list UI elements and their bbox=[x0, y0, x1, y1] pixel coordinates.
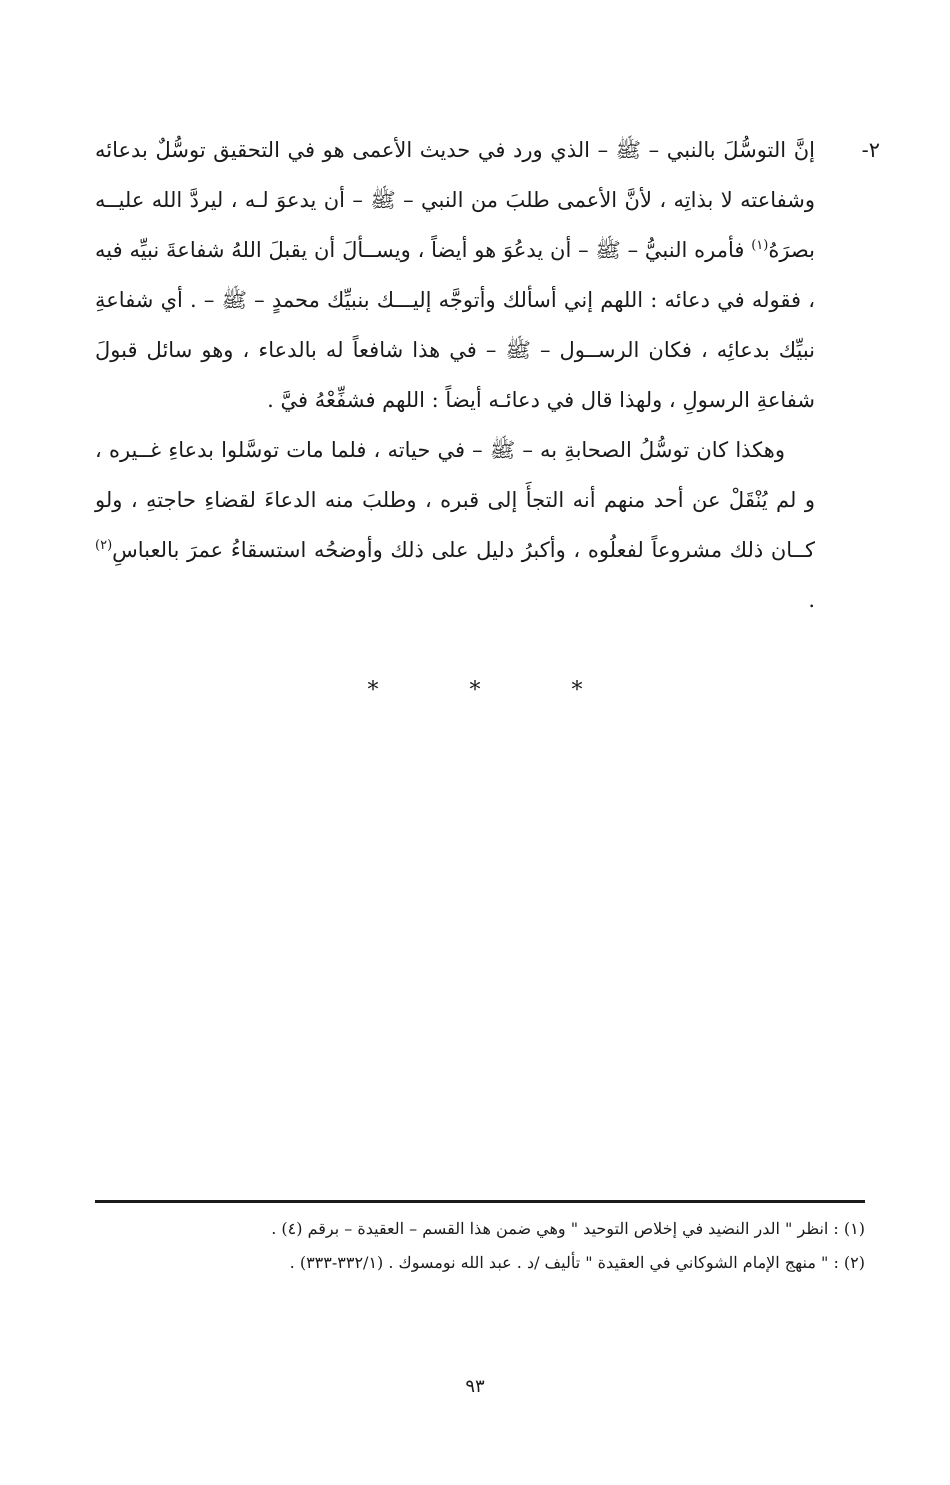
footnote-ref-2[interactable]: (٢) bbox=[95, 538, 113, 553]
footnote-2: (٢) : " منهج الإمام الشوكاني في العقيدة " تأليف /د . عبد الله نومسوك . (٣٣٢/١-٣٣٣) . bbox=[289, 1253, 865, 1272]
item-paragraph bbox=[95, 125, 815, 425]
footnote-1: (١) : انظر " الدر النضيد في إخلاص التوحيد " وهي ضمن هذا القسم – العقيدة – برقم (٤) . bbox=[271, 1219, 865, 1238]
item-number: ٢- bbox=[861, 138, 880, 162]
paragraph-2 bbox=[95, 425, 815, 625]
separator-star: * bbox=[571, 678, 583, 703]
list-item-2 bbox=[95, 125, 880, 425]
main-text bbox=[95, 125, 880, 625]
paragraph-2-end: . bbox=[808, 588, 815, 612]
item-text-part-a: إنَّ التوسُّلَ بالنبي – ﷺ – الذي ورد في حديث الأعمى هو في التحقيق توسُّلٌ بدعائه وشفاعته لا بذاتِه ، لأنَّ الأعمى طلبَ من النبي – ﷺ – أن يدعوَ لـه ، ليردَّ الله عليــه بصرَهُ bbox=[95, 138, 815, 262]
footnotes bbox=[95, 1212, 865, 1280]
footnote-ref-1[interactable]: (١) bbox=[751, 238, 769, 253]
page-number: ٩٣ bbox=[465, 1376, 485, 1397]
section-separator bbox=[0, 678, 950, 703]
separator-star: * bbox=[367, 678, 379, 703]
paragraph-2-text: وهكذا كان توسُّلُ الصحابةِ به – ﷺ – في حياته ، فلما مات توسَّلوا بدعاءِ غــيره ، و لم يُنْقَلْ عن أحد منهم أنه التجأَ إلى قبره ، وطلبَ منه الدعاءَ لقضاءِ حاجتهِ ، ولو كــان ذلك مشروعاً لفعلُوه ، وأكبرُ دليل على ذلك وأوضحُه استسقاءُ عمرَ بالعباسِ bbox=[95, 438, 815, 562]
separator-star: * bbox=[469, 678, 481, 703]
footnote-divider bbox=[95, 1200, 865, 1203]
item-text-part-b: فأمره النبيُّ – ﷺ – أن يدعُوَ هو أيضاً ، ويســألَ أن يقبلَ اللهُ شفاعةَ نبيِّه فيه ، فقوله في دعائه : اللهم إني أسألك وأتوجَّه إليـــك بنبيِّك محمدٍ – ﷺ – . أي شفاعةِ نبيِّك بدعائِه ، فكان الرســول – ﷺ – في هذا شافعاً له بالدعاء ، وهو سائل قبولَ شفاعةِ الرسولِ ، ولهذا قال في دعائـه أيضاً : اللهم فشفِّعْهُ فيَّ . bbox=[95, 238, 815, 412]
